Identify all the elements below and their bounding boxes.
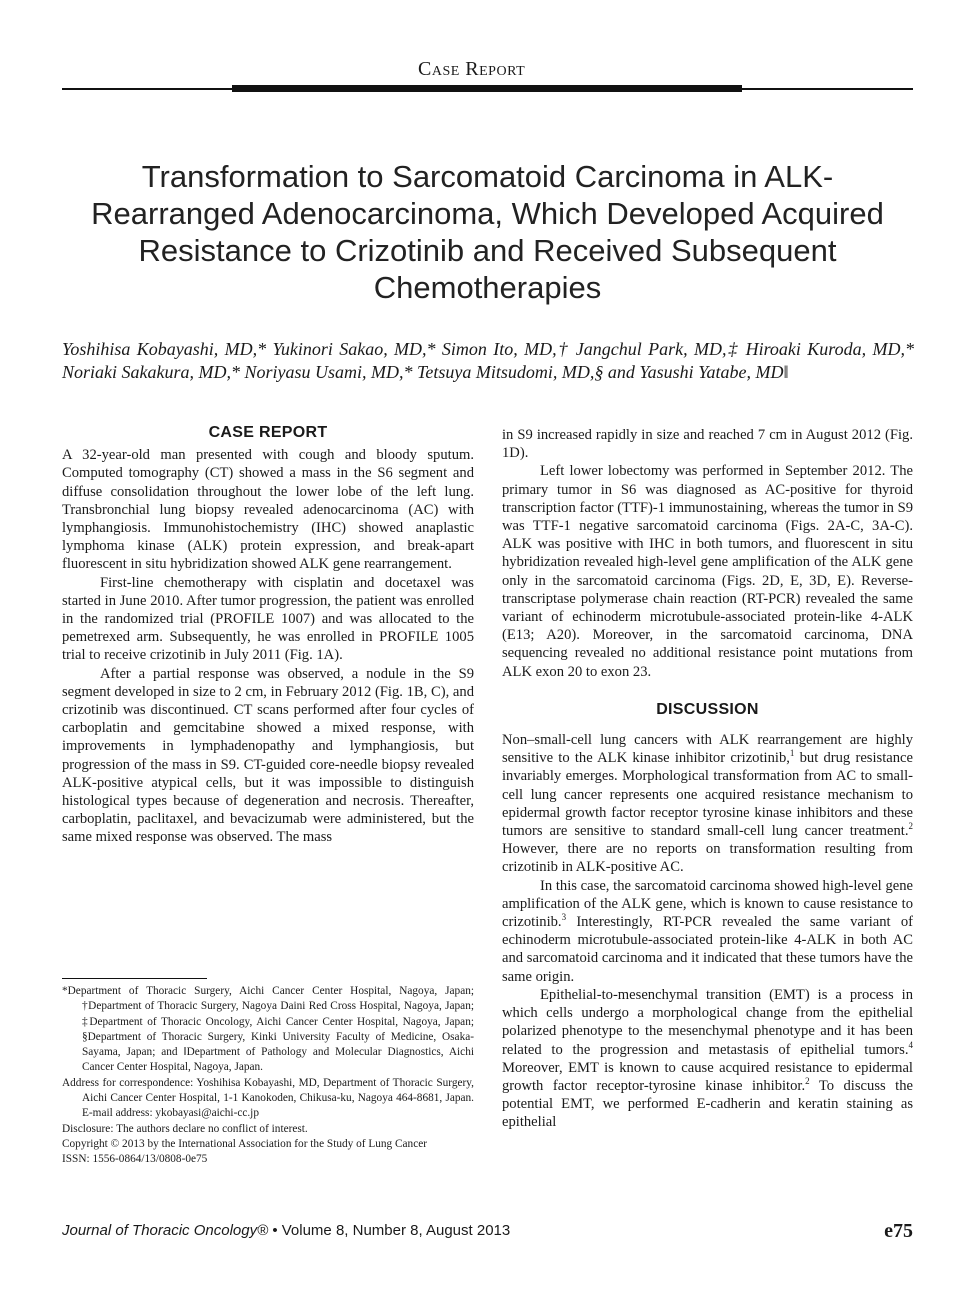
paragraph: Non–small-cell lung cancers with ALK rearrangement are highly sensitive to the ALK kinase inhibitor crizotinib,$^1$ but drug resistance invariably emerges. Morphological transformation from AC to small-cell lung cancer represents one acquired resistance mechanism to epidermal growth factor receptor tyrosine kinase inhibitors and these tumors are sensitive to standard small-cell lung cancer treatment.$^2$ However, there are no reports on transformation resulting from crizotinib in ALK-positive AC.	[502, 732, 913, 876]
right-column	[502, 426, 913, 1132]
citation: 2	[805, 1076, 810, 1087]
issn-note: ISSN: 1556-0864/13/0808-0e75	[62, 1153, 208, 1166]
disclosure-note: Disclosure: The authors declare no conflict of interest.	[62, 1122, 308, 1135]
paragraph: Left lower lobectomy was performed in September 2012. The primary tumor in S6 was diagnosed as AC-positive for thyroid transcription factor (TTF)-1 immunostaining, whereas the tumor in S9 was TTF-1 negative sarcomatoid carcinoma (Figs. 2A-C, 3A-C). ALK was positive with IHC in both tumors, and fluorescent in situ hybridization revealed high-level gene amplification of the ALK gene only in the sarcomatoid carcinoma (Figs. 2D, E, 3D, E). Reverse-transcriptase polymerase chain reaction (RT-PCR) revealed the same variant of echinoderm microtubule-associated protein-like 4-ALK (E13; A20). Moreover, in the sarcomatoid carcinoma, DNA sequencing revealed no additional resistance point mutations from ALK exon 20 to exon 23.	[502, 463, 913, 680]
header-rule-thick	[232, 85, 742, 92]
running-head-label: Case Report	[418, 58, 526, 80]
paragraph: First-line chemotherapy with cisplatin and docetaxel was started in June 2010. After tumor progression, the patient was enrolled in the randomized trial (PROFILE 1007) and was allocated to the pemetrexed arm. Subsequently, he was enrolled in PROFILE 1005 trial to receive crizotinib in July 2011 (Fig. 1A).	[62, 574, 474, 664]
citation: 1	[789, 748, 795, 759]
paragraph: In this case, the sarcomatoid carcinoma showed high-level gene amplification of the ALK gene, which is known to cause resistance to crizotinib.$^3$ Interestingly, RT-PCR revealed the same variant of echinoderm microtubule-associated protein-like 4-ALK in both AC and sarcomatoid carcinoma and it indicated that these tumors have the same origin.	[502, 877, 913, 985]
correspondence-note: Address for correspondence: Yoshihisa Kobayashi, MD, Department of Thoracic Surgery, Aichi Cancer Center Hospital, 1-1 Kanokoden, Chikusa-ku, Nagoya 464-8681, Japan. E-mail address: ykobayasi@aichi-cc.jp	[62, 1076, 474, 1120]
citation: 3	[561, 912, 567, 923]
journal-name: Journal of Thoracic Oncology®	[62, 1222, 269, 1239]
footnotes	[62, 984, 474, 1168]
paragraph: in S9 increased rapidly in size and reached 7 cm in August 2012 (Fig. 1D).	[502, 427, 913, 462]
discussion-heading: DISCUSSION	[656, 700, 759, 718]
case-report-heading: CASE REPORT	[208, 424, 328, 441]
page-number: e75	[884, 1220, 913, 1242]
issue-info: • Volume 8, Number 8, August 2013	[268, 1222, 511, 1239]
footnote-rule	[62, 978, 207, 979]
paragraph: After a partial response was observed, a nodule in the S9 segment developed in size to 2 cm, in February 2012 (Fig. 1B, C), and crizotinib was discontinued. CT scans performed after four cycles of carboplatin and gemcitabine showed a mixed response, with improvements in lymphadenopathy and lymphangiosis, but progression of the mass in S9. CT-guided core-needle biopsy revealed ALK-positive atypical cells, but it was impossible to distinguish histological types because of degeneration and necrosis. Thereafter, carboplatin, paclitaxel, and bevacizumab were administered, but the same mixed response was observed. The mass	[62, 665, 474, 846]
left-column	[62, 424, 474, 847]
citation: 2	[908, 821, 913, 832]
paragraph: A 32-year-old man presented with cough and bloody sputum. Computed tomography (CT) showed a mass in the S6 segment and diffuse consolidation throughout the lower lobe of the left lung. Transbronchial lung biopsy revealed adenocarcinoma (AC) with lymphangiosis. Immunohistochemistry (IHC) showed anaplastic lymphoma kinase (ALK) protein expression, and break-apart fluorescent in situ hybridization showed ALK gene rearrangement.	[62, 447, 474, 573]
author-list: Yoshihisa Kobayashi, MD,* Yukinori Sakao, MD,* Simon Ito, MD,† Jangchul Park, MD,‡ Hiroaki Kuroda, MD,* Noriaki Sakakura, MD,* Noriyasu Usami, MD,* Tetsuya Mitsudomi, MD,§ and Yasushi Yatabe, MD‖	[62, 339, 914, 382]
article-title: Transformation to Sarcomatoid Carcinoma in ALK-Rearranged Adenocarcinoma, Which Developed Acquired Resistance to Crizotinib and Received Subsequent Chemotherapies	[91, 159, 884, 305]
citation: 4	[908, 1039, 913, 1050]
page-footer	[62, 1220, 913, 1242]
paragraph: Epithelial-to-mesenchymal transition (EMT) is a process in which cells undergo a morphological change from the epithelial polarized phenotype to the mesenchymal phenotype and it has been related to the progression and metastasis of epithelial tumors.$^4$ Moreover, EMT is known to cause acquired resistance to epidermal growth factor receptor-tyrosine kinase inhibitor.$^2$ To discuss the potential EMT, we performed E-cadherin and keratin staining as epithelial	[502, 986, 913, 1131]
affiliations-note: *Department of Thoracic Surgery, Aichi Cancer Center Hospital, Nagoya, Japan; †Department of Thoracic Surgery, Nagoya Daini Red Cross Hospital, Nagoya, Japan; ‡Department of Thoracic Oncology, Aichi Cancer Center Hospital, Nagoya, Japan; §Department of Thoracic Surgery, Kinki University Faculty of Medicine, Osaka-Sayama, Japan; and ‖Department of Pathology and Molecular Diagnostics, Aichi Cancer Center Hospital, Nagoya, Japan.	[62, 985, 474, 1074]
copyright-note: Copyright © 2013 by the International Association for the Study of Lung Cancer	[62, 1137, 427, 1150]
